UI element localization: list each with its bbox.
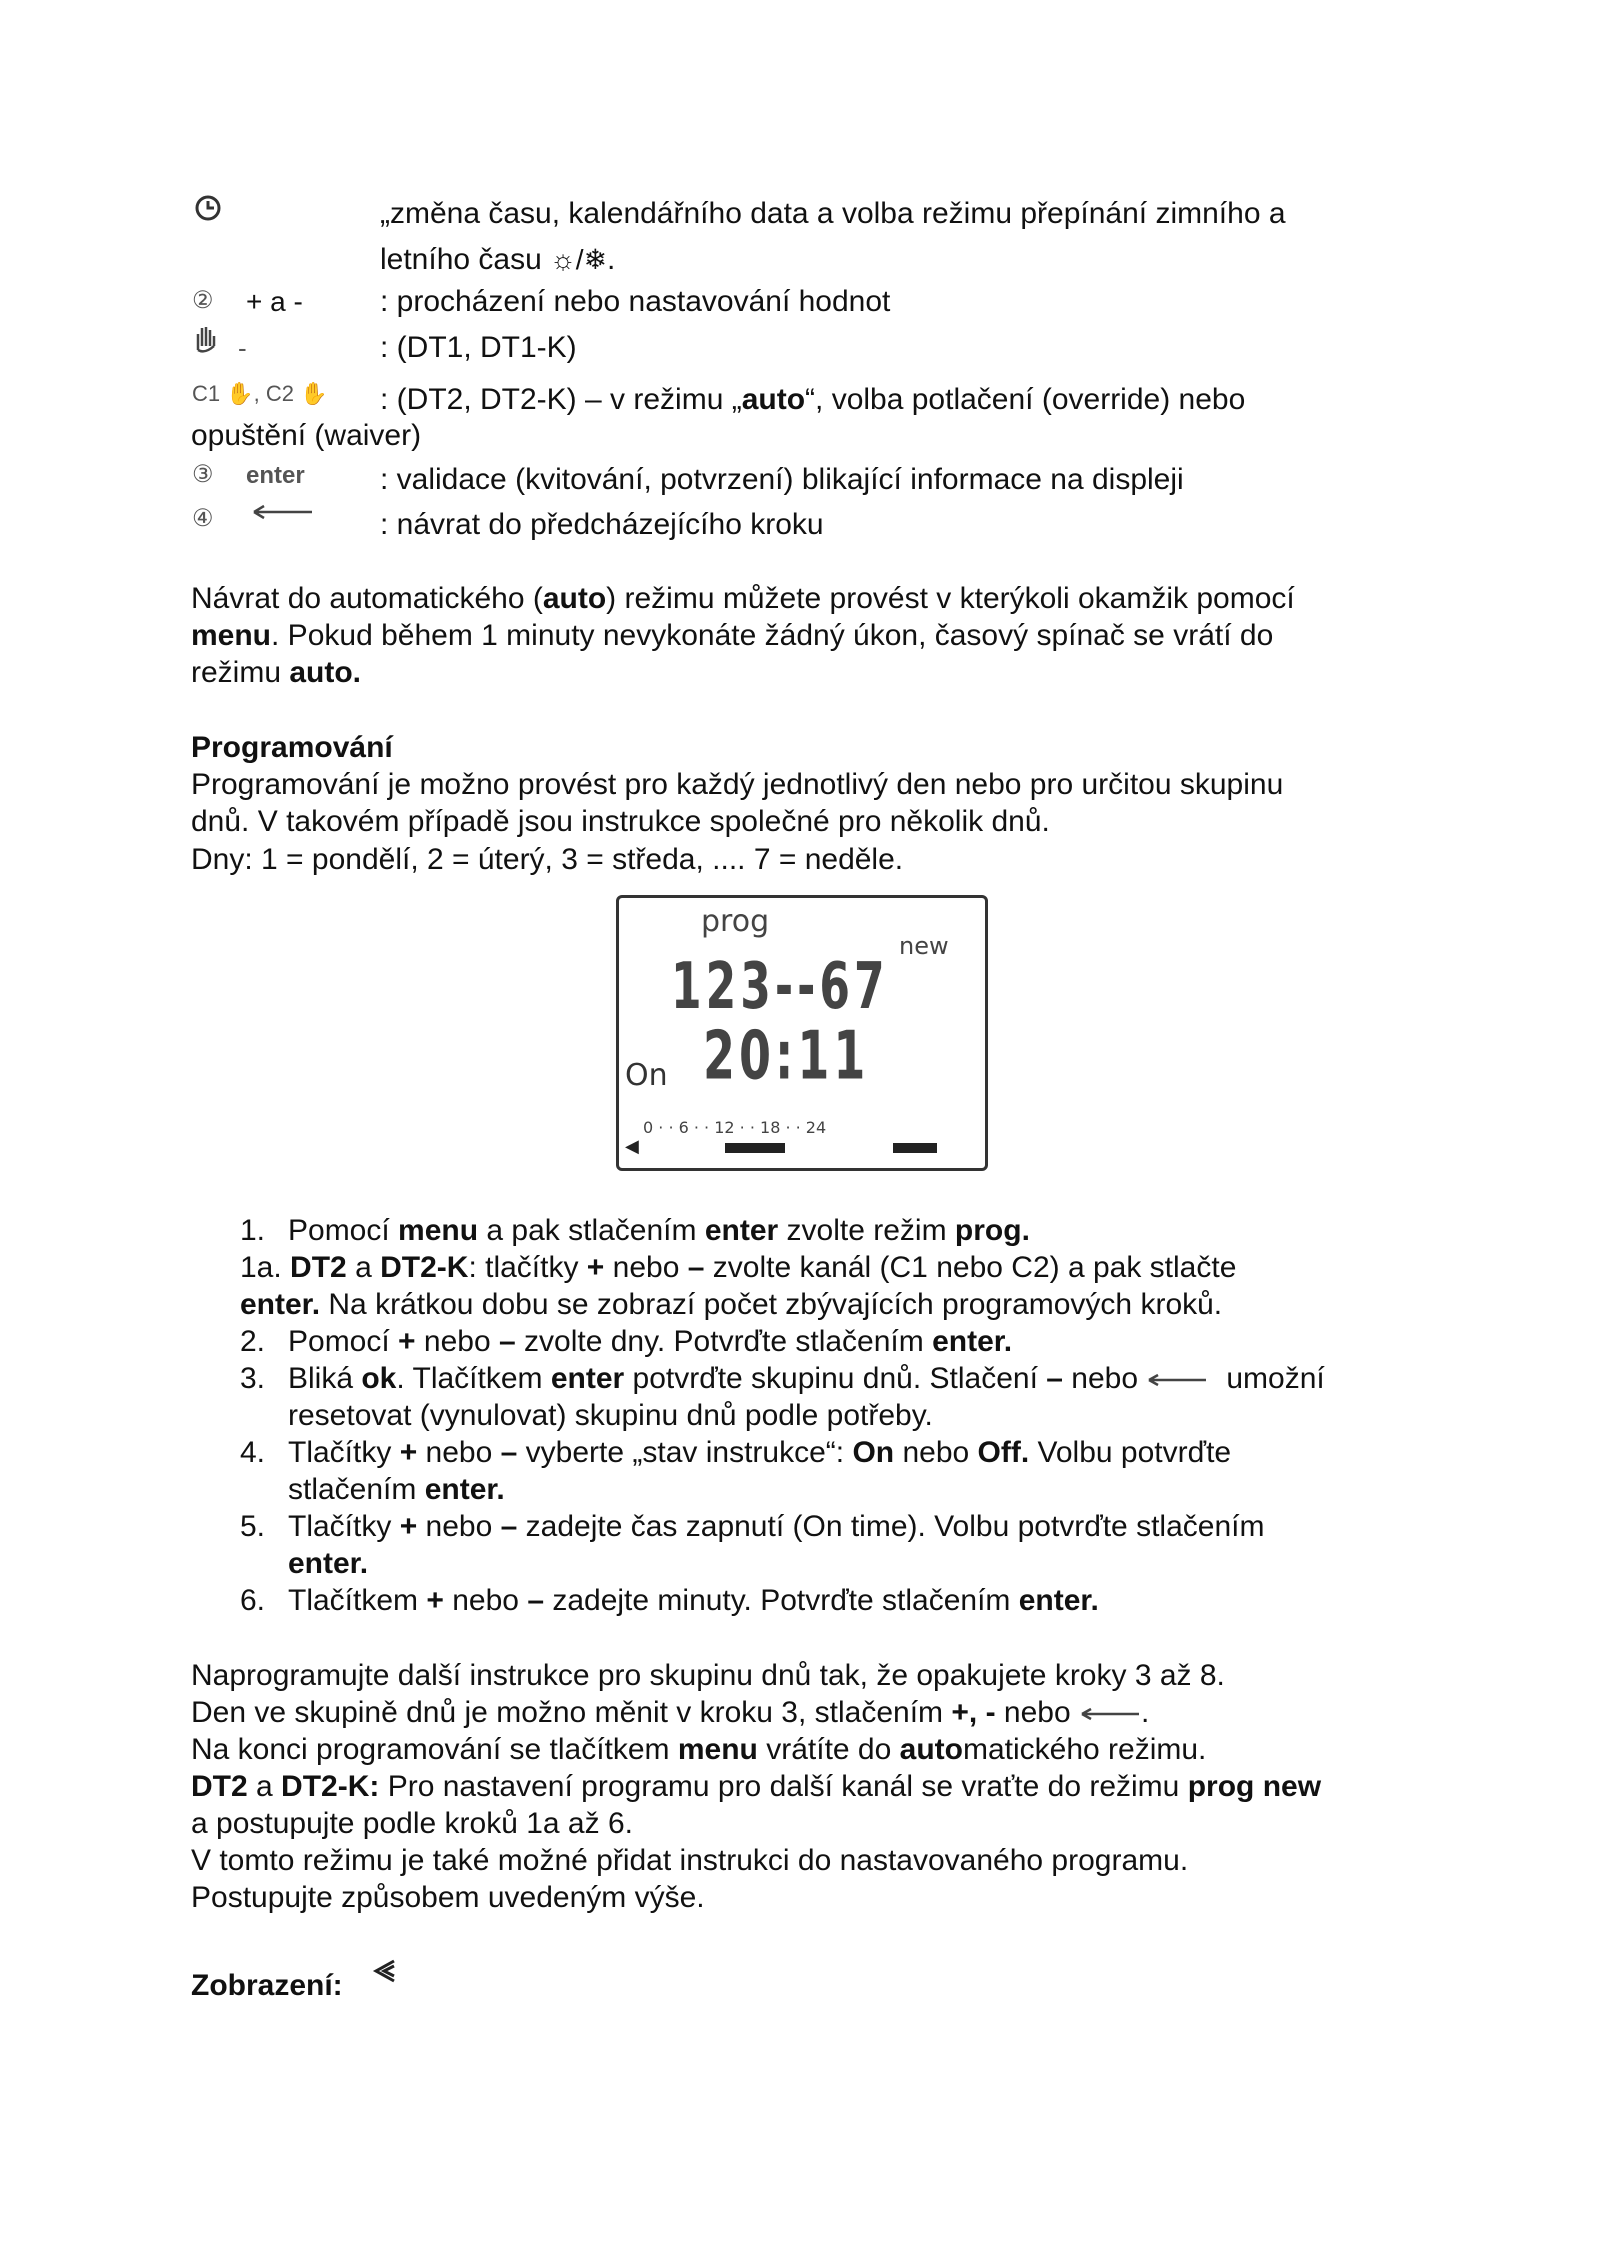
lcd-state: On (625, 1058, 668, 1093)
s3-f: – (1046, 1362, 1063, 1395)
circle-3-icon: ③ (192, 461, 214, 488)
legend-row1-tail: . (607, 243, 616, 276)
s1a-c: a (346, 1251, 381, 1284)
cl3-c: vrátíte do (757, 1733, 900, 1766)
step-3-num: 3. (240, 1362, 266, 1395)
auto-par-line2 (191, 618, 1273, 654)
s4-i: Volbu potvrďte (1029, 1436, 1232, 1469)
cl2-d: . (1140, 1696, 1150, 1729)
steps-list (240, 1212, 1440, 1619)
s4-h: Off. (977, 1436, 1030, 1469)
s1a-f: + (586, 1251, 605, 1284)
cl4-a: DT2 (191, 1770, 248, 1803)
step-1a (240, 1249, 1440, 1323)
s4-g: nebo (894, 1436, 978, 1469)
s3-h: umožní (1226, 1362, 1325, 1395)
legend-row4-bold: auto (741, 383, 806, 416)
step-4-num: 4. (240, 1436, 266, 1469)
step-1 (240, 1212, 1440, 1249)
circle-2-icon: ② (192, 287, 214, 314)
s2-b: + (398, 1325, 416, 1358)
s5-f: enter. (288, 1547, 369, 1580)
s5-c: nebo (417, 1510, 501, 1543)
s4-e: vyberte „stav instrukce“: (517, 1436, 853, 1469)
enter-key: enter (246, 462, 305, 489)
s1a-a: 1a. (240, 1251, 291, 1284)
cl2-a: Den ve skupině dnů je možno měnit v kroku 3, stlačením (191, 1696, 952, 1729)
sun-snow-icon: ☼/❄ (550, 244, 608, 275)
step-2 (240, 1323, 1440, 1360)
programming-line1: Programování je možno provést pro každý jednotlivý den nebo pro určitou skupinu (191, 768, 1284, 801)
display-icon (370, 1956, 400, 1994)
cl4-c: DT2-K: (281, 1770, 380, 1803)
minus-key: - (238, 333, 247, 363)
left-arrow-icon: ◀ (625, 1136, 639, 1157)
s5-a: Tlačítky (288, 1510, 400, 1543)
s1a-d: DT2-K (380, 1251, 469, 1284)
cl4-d: Pro nastavení programu pro další kanál se vraťte do režimu (379, 1770, 1188, 1803)
s4-b: + (399, 1436, 418, 1469)
legend-row3-text: : (DT1, DT1-K) (380, 331, 577, 364)
s4-j: stlačením (288, 1473, 425, 1506)
s3-i: resetovat (vynulovat) skupinu dnů podle potřeby. (288, 1399, 933, 1432)
hand-icon (192, 324, 218, 362)
auto-c: ) režimu můžete provést v kterýkoli okamžik pomocí (606, 582, 1295, 615)
s1a-g: nebo (604, 1251, 688, 1284)
cl3-a: Na konci programování se tlačítkem (191, 1733, 678, 1766)
closing-line5: a postupujte podle kroků 1a až 6. (191, 1807, 633, 1840)
s3-c: . Tlačítkem (396, 1362, 551, 1395)
auto-b: auto (542, 582, 607, 615)
plus-minus-keys: + a - (246, 286, 303, 317)
auto-f: režimu (191, 656, 290, 689)
s1-c: a pak stlačením (478, 1214, 705, 1247)
display-heading: Zobrazení: (191, 1969, 343, 2002)
legend-row1-line1: „změna času, kalendářního data a volba režimu přepínání zimního a (380, 197, 1286, 230)
s2-e: zvolte dny. Potvrďte stlačením (515, 1325, 933, 1358)
cl2-b: +, - (951, 1696, 996, 1729)
legend-row4-text (380, 382, 1245, 418)
lcd-scale: 0 · · 6 · · 12 · · 18 · · 24 (643, 1118, 827, 1137)
auto-e: . Pokud během 1 minuty nevykonáte žádný úkon, časový spínač se vrátí do (271, 619, 1274, 652)
auto-a: Návrat do automatického ( (191, 582, 543, 615)
legend-row2-text: : procházení nebo nastavování hodnot (380, 285, 891, 318)
s1a-j: enter. (240, 1288, 321, 1321)
s3-d: enter (550, 1362, 625, 1395)
hand-icon: ✋ (300, 381, 328, 406)
s2-f: enter. (932, 1325, 1013, 1358)
hand-icon: ✋ (226, 381, 254, 406)
s6-a: Tlačítkem (288, 1584, 427, 1617)
s3-g: nebo (1062, 1362, 1147, 1395)
c1-c2-keys: C1 ✋, C2 ✋ (192, 381, 328, 406)
s4-a: Tlačítky (288, 1436, 400, 1469)
lcd-display (616, 895, 988, 1171)
s2-a: Pomocí (288, 1325, 399, 1358)
step-5-num: 5. (240, 1510, 266, 1543)
closing-line3 (191, 1732, 1206, 1768)
s1a-e: : tlačítky (468, 1251, 587, 1284)
auto-d: menu (191, 619, 272, 652)
s4-f: On (852, 1436, 895, 1469)
legend-row4-cont: opuštění (waiver) (191, 419, 422, 452)
legend-row1-text: letního času (380, 243, 542, 276)
c2-label: C2 (265, 381, 295, 406)
step-3 (240, 1360, 1440, 1434)
s5-d: – (500, 1510, 518, 1543)
c1-label: C1 (192, 381, 221, 406)
back-arrow-icon (1146, 1360, 1226, 1397)
s4-d: – (500, 1436, 518, 1469)
s6-d: – (527, 1584, 544, 1617)
s1-e: zvolte režim (778, 1214, 955, 1247)
step-6 (240, 1582, 1440, 1619)
s5-e: zadejte čas zapnutí (On time). Volbu potvrďte stlačením (517, 1510, 1265, 1543)
cl2-c: nebo (995, 1696, 1071, 1729)
auto-g: auto. (289, 656, 362, 689)
programming-heading: Programování (191, 731, 393, 764)
auto-par-line1 (191, 581, 1295, 617)
s1a-k: Na krátkou dobu se zobrazí počet zbývajících programových kroků. (320, 1288, 1223, 1321)
lcd-new-label: new (899, 932, 949, 960)
s6-b: + (426, 1584, 444, 1617)
s1a-h: – (687, 1251, 705, 1284)
cl3-b: menu (677, 1733, 758, 1766)
s3-b: ok (361, 1362, 397, 1395)
closing-line1: Naprogramujte další instrukce pro skupinu dnů tak, že opakujete kroky 3 až 8. (191, 1659, 1225, 1692)
s6-f: enter. (1018, 1584, 1099, 1617)
closing-line2 (191, 1695, 1149, 1731)
cl4-e: prog new (1187, 1770, 1322, 1803)
lcd-bar-evening (893, 1143, 937, 1153)
s2-d: – (499, 1325, 516, 1358)
programming-line2: dnů. V takovém případě jsou instrukce společné pro několik dnů. (191, 805, 1050, 838)
auto-par-line3 (191, 655, 361, 691)
s3-e: potvrďte skupinu dnů. Stlačení (624, 1362, 1047, 1395)
lcd-days: 123--67 (671, 950, 889, 1024)
closing-line7: Postupujte způsobem uvedeným výše. (191, 1881, 705, 1914)
s4-c: nebo (417, 1436, 501, 1469)
circle-4-icon: ④ (192, 505, 214, 532)
s1-b: menu (398, 1214, 479, 1247)
back-arrow-icon (1079, 1696, 1141, 1729)
s4-k: enter. (424, 1473, 505, 1506)
cl3-d: auto (899, 1733, 963, 1766)
lcd-time: 20:11 (703, 1016, 870, 1095)
cl4-b: a (247, 1770, 282, 1803)
step-2-num: 2. (240, 1325, 266, 1358)
s1-d: enter (704, 1214, 779, 1247)
s1-f: prog. (954, 1214, 1030, 1247)
step-1-num: 1. (240, 1214, 266, 1247)
step-4 (240, 1434, 1440, 1508)
closing-line4 (191, 1769, 1321, 1805)
s1-a: Pomocí (288, 1214, 399, 1247)
step-5 (240, 1508, 1440, 1582)
back-arrow-icon (250, 500, 314, 530)
s6-c: nebo (443, 1584, 528, 1617)
s6-e: zadejte minuty. Potvrďte stlačením (544, 1584, 1019, 1617)
legend-row6-text: : návrat do předcházejícího kroku (380, 508, 824, 541)
legend-row1-line2 (380, 242, 615, 278)
legend-row5-text: : validace (kvitování, potvrzení) blikající informace na displeji (380, 463, 1184, 496)
legend-row4-a: : (DT2, DT2-K) – v režimu „ (380, 383, 742, 416)
s5-b: + (399, 1510, 418, 1543)
lcd-bar-morning (725, 1143, 785, 1153)
s1a-b: DT2 (290, 1251, 347, 1284)
cl3-e: matického režimu. (962, 1733, 1207, 1766)
lcd-prog-label: prog (701, 904, 770, 939)
closing-line6: V tomto režimu je také možné přidat instrukci do nastavovaného programu. (191, 1844, 1189, 1877)
legend-row4-b: “, volba potlačení (override) nebo (805, 383, 1246, 416)
s2-c: nebo (415, 1325, 499, 1358)
step-6-num: 6. (240, 1584, 266, 1617)
s3-a: Bliká (288, 1362, 362, 1395)
clock-icon (194, 194, 222, 230)
programming-line3: Dny: 1 = pondělí, 2 = úterý, 3 = středa, .... 7 = neděle. (191, 843, 904, 876)
s1a-i: zvolte kanál (C1 nebo C2) a pak stlačte (704, 1251, 1237, 1284)
